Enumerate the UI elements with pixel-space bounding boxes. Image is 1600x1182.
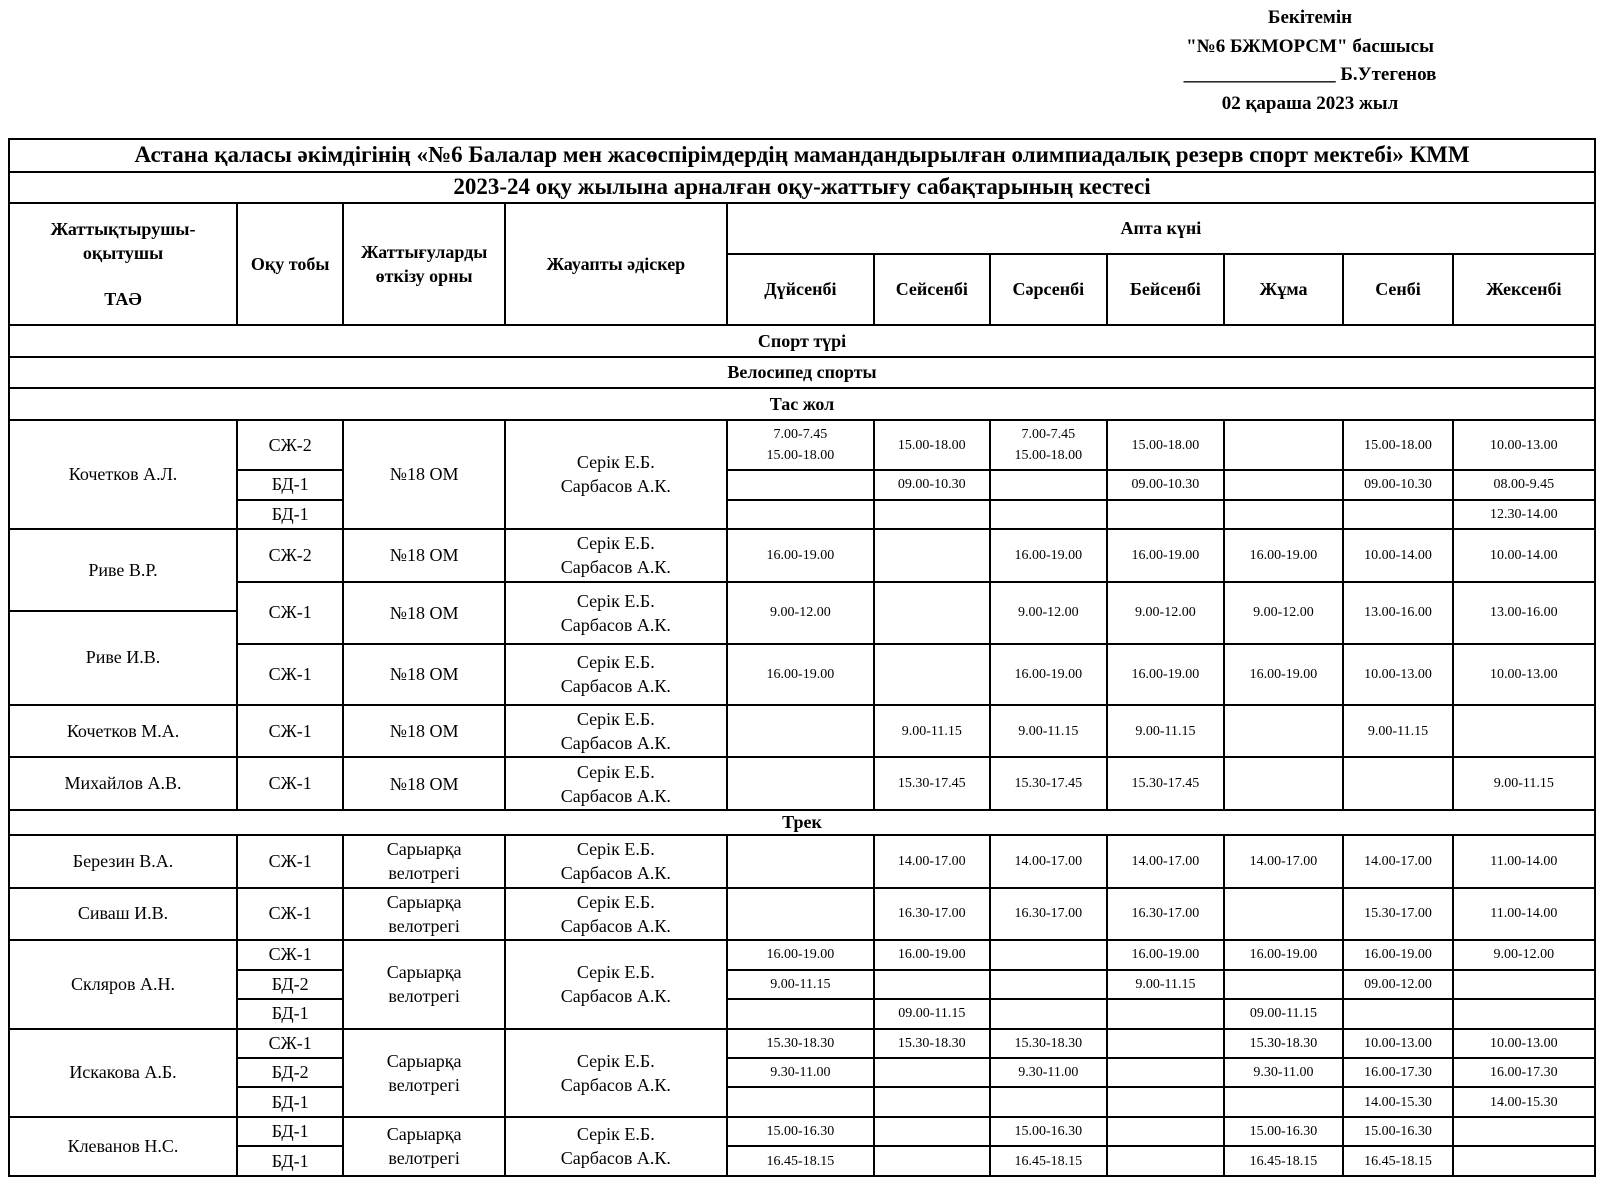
time-cell	[1224, 757, 1344, 810]
day-header: Жексенбі	[1453, 254, 1595, 326]
time-cell: 16.45-18.15	[727, 1146, 874, 1176]
group-cell: БД-1	[237, 1117, 343, 1146]
time-cell: 10.00-13.00	[1343, 644, 1452, 705]
section-sport-name: Велосипед спорты	[9, 357, 1595, 389]
header-coach	[9, 203, 237, 325]
time-cell: 16.45-18.15	[1224, 1146, 1344, 1176]
time-cell: 16.00-19.00	[1224, 940, 1344, 969]
time-cell	[1453, 1117, 1595, 1146]
group-cell: СЖ-1	[237, 888, 343, 941]
time-line: 15.00-18.00	[766, 448, 835, 463]
time-cell: 12.30-14.00	[1453, 500, 1595, 529]
time-cell: 14.00-15.30	[1343, 1087, 1452, 1116]
place-line1: Сарыарқа	[386, 1124, 462, 1145]
responsible-cell	[505, 420, 727, 529]
time-cell	[727, 470, 874, 499]
document-subtitle: 2023-24 оқу жылына арналған оқу-жаттығу сабақтарының кестесі	[9, 172, 1595, 204]
time-cell	[1224, 500, 1344, 529]
time-cell	[727, 500, 874, 529]
time-cell: 15.30-18.30	[990, 1029, 1108, 1058]
group-cell: БД-1	[237, 500, 343, 529]
time-cell: 10.00-13.00	[1453, 1029, 1595, 1058]
time-cell: 11.00-14.00	[1453, 835, 1595, 888]
time-cell: 16.00-19.00	[990, 529, 1108, 582]
responsible-line1: Серік Е.Б.	[576, 709, 655, 729]
responsible-cell	[505, 1117, 727, 1176]
responsible-line1: Серік Е.Б.	[576, 452, 655, 473]
place-cell: №18 ОМ	[343, 420, 505, 529]
time-cell	[1107, 1117, 1224, 1146]
day-header: Дүйсенбі	[727, 254, 874, 326]
responsible-cell	[505, 582, 727, 644]
time-cell: 15.30-17.45	[1107, 757, 1224, 810]
place-line2: велотрегі	[388, 863, 460, 884]
time-cell: 09.00-10.30	[874, 470, 990, 499]
time-cell: 9.00-12.00	[990, 582, 1108, 644]
time-cell: 15.00-18.00	[1343, 420, 1452, 470]
time-cell	[990, 420, 1108, 470]
coach-name: Кочетков А.Л.	[9, 420, 237, 529]
schedule-table	[8, 138, 1596, 1177]
time-cell: 9.00-12.00	[1107, 582, 1224, 644]
time-cell: 10.00-13.00	[1343, 1029, 1452, 1058]
section-track: Трек	[9, 810, 1595, 835]
day-header: Сенбі	[1343, 254, 1452, 326]
time-cell: 9.00-11.15	[1107, 970, 1224, 999]
time-cell: 15.30-17.45	[990, 757, 1108, 810]
time-cell: 16.30-17.00	[990, 888, 1108, 941]
time-cell	[1107, 500, 1224, 529]
responsible-line2: Сарбасов А.К.	[560, 863, 671, 884]
time-cell: 14.00-15.30	[1453, 1087, 1595, 1116]
time-cell	[990, 1087, 1108, 1116]
time-cell	[1224, 420, 1344, 470]
responsible-cell	[505, 644, 727, 705]
time-cell	[874, 644, 990, 705]
responsible-line2: Сарбасов А.К.	[560, 1074, 671, 1095]
time-cell: 09.00-10.30	[1107, 470, 1224, 499]
responsible-line1: Серік Е.Б.	[576, 590, 655, 611]
group-cell: СЖ-2	[237, 420, 343, 470]
responsible-cell	[505, 705, 727, 758]
time-cell: 16.00-19.00	[727, 940, 874, 969]
document-title: Астана қаласы әкімдігінің «№6 Балалар мен жасөспірімдердің мамандандырылған олимпиадалық резерв спорт мектебі» КММ	[9, 139, 1595, 172]
time-cell: 16.00-17.30	[1343, 1058, 1452, 1087]
place-line2: велотрегі	[388, 1148, 460, 1169]
time-cell: 09.00-11.15	[874, 999, 990, 1028]
coach-name: Михайлов А.В.	[9, 757, 237, 810]
time-cell	[874, 1058, 990, 1087]
place-cell: №18 ОМ	[343, 582, 505, 644]
time-cell: 9.00-12.00	[1453, 940, 1595, 969]
time-cell: 16.00-19.00	[1107, 529, 1224, 582]
responsible-line2: Сарбасов А.К.	[560, 476, 671, 497]
group-cell: БД-1	[237, 999, 343, 1028]
time-line: 15.00-18.00	[1014, 448, 1083, 463]
time-cell	[727, 999, 874, 1028]
responsible-line1: Серік Е.Б.	[576, 962, 655, 983]
time-cell	[1224, 705, 1344, 758]
time-cell	[1107, 1087, 1224, 1116]
time-cell: 16.45-18.15	[1343, 1146, 1452, 1176]
time-cell	[990, 940, 1108, 969]
time-cell: 9.00-11.15	[874, 705, 990, 758]
time-cell: 09.00-10.30	[1343, 470, 1452, 499]
time-cell	[874, 529, 990, 582]
time-cell: 08.00-9.45	[1453, 470, 1595, 499]
time-cell: 09.00-12.00	[1343, 970, 1452, 999]
time-cell: 16.00-19.00	[874, 940, 990, 969]
time-cell: 16.00-19.00	[1224, 644, 1344, 705]
time-cell: 16.30-17.00	[1107, 888, 1224, 941]
time-cell: 10.00-14.00	[1453, 529, 1595, 582]
header-place-line2: өткізу орны	[375, 266, 473, 287]
header-coach-line2: оқытушы	[82, 243, 164, 264]
place-line2: велотрегі	[388, 915, 460, 936]
responsible-line2: Сарбасов А.К.	[560, 785, 671, 806]
time-cell: 15.30-17.45	[874, 757, 990, 810]
responsible-line2: Сарбасов А.К.	[560, 676, 671, 697]
time-cell: 16.00-17.30	[1453, 1058, 1595, 1087]
place-cell	[343, 888, 505, 941]
place-line2: велотрегі	[388, 986, 460, 1007]
time-cell: 9.00-12.00	[727, 582, 874, 644]
group-cell: СЖ-1	[237, 940, 343, 969]
time-cell	[727, 1087, 874, 1116]
time-cell	[874, 1087, 990, 1116]
time-cell: 11.00-14.00	[1453, 888, 1595, 941]
place-line1: Сарыарқа	[386, 839, 462, 860]
place-cell: №18 ОМ	[343, 757, 505, 810]
time-cell: 15.00-16.30	[1343, 1117, 1452, 1146]
group-cell: СЖ-1	[237, 835, 343, 888]
time-cell: 14.00-17.00	[990, 835, 1108, 888]
time-cell: 09.00-11.15	[1224, 999, 1344, 1028]
time-cell: 9.30-11.00	[1224, 1058, 1344, 1087]
header-group: Оқу тобы	[237, 203, 343, 325]
time-cell: 9.00-12.00	[1224, 582, 1344, 644]
time-cell	[1343, 999, 1452, 1028]
group-cell: СЖ-1	[237, 705, 343, 758]
time-cell: 10.00-13.00	[1453, 644, 1595, 705]
time-cell: 15.30-18.30	[1224, 1029, 1344, 1058]
responsible-cell	[505, 757, 727, 810]
group-cell: БД-1	[237, 1146, 343, 1176]
day-header: Жұма	[1224, 254, 1344, 326]
approval-line-2: "№6 БЖМОРСМ" басшысы	[1186, 35, 1434, 57]
time-cell: 13.00-16.00	[1453, 582, 1595, 644]
time-cell: 15.00-18.00	[1107, 420, 1224, 470]
day-header: Сейсенбі	[874, 254, 990, 326]
time-cell	[1107, 1029, 1224, 1058]
place-cell	[343, 940, 505, 1028]
group-cell: СЖ-1	[237, 582, 343, 644]
coach-name: Кочетков М.А.	[9, 705, 237, 758]
place-line1: Сарыарқа	[386, 891, 462, 912]
time-cell: 10.00-13.00	[1453, 420, 1595, 470]
coach-name: Клеванов Н.С.	[9, 1117, 237, 1176]
time-line: 7.00-7.45	[773, 427, 828, 442]
time-cell: 14.00-17.00	[1343, 835, 1452, 888]
place-line1: Сарыарқа	[386, 1050, 462, 1071]
time-cell: 15.30-18.30	[874, 1029, 990, 1058]
time-cell: 15.00-16.30	[1224, 1117, 1344, 1146]
time-cell: 15.30-18.30	[727, 1029, 874, 1058]
place-line2: велотрегі	[388, 1074, 460, 1095]
group-cell: БД-1	[237, 470, 343, 499]
time-cell: 16.00-19.00	[1343, 940, 1452, 969]
time-cell: 15.00-18.00	[874, 420, 990, 470]
time-cell	[1453, 999, 1595, 1028]
header-place	[343, 203, 505, 325]
group-cell: СЖ-1	[237, 644, 343, 705]
coach-name: Риве В.Р.	[9, 529, 237, 611]
section-sport-type: Спорт түрі	[9, 325, 1595, 357]
responsible-cell	[505, 835, 727, 888]
time-cell: 9.30-11.00	[990, 1058, 1108, 1087]
day-header: Бейсенбі	[1107, 254, 1224, 326]
time-cell: 9.00-11.15	[990, 705, 1108, 758]
time-cell: 9.00-11.15	[1107, 705, 1224, 758]
header-place-line1: Жаттығуларды	[360, 242, 488, 263]
time-cell	[1224, 970, 1344, 999]
time-cell: 15.00-16.30	[727, 1117, 874, 1146]
responsible-line1: Серік Е.Б.	[576, 533, 655, 554]
time-cell: 16.00-19.00	[1107, 940, 1224, 969]
responsible-cell	[505, 940, 727, 1028]
group-cell: СЖ-1	[237, 1029, 343, 1058]
time-cell	[874, 1146, 990, 1176]
time-cell	[1453, 705, 1595, 758]
time-cell	[1107, 1058, 1224, 1087]
header-coach-line1: Жаттықтырушы-	[50, 219, 196, 240]
coach-name: Искакова А.Б.	[9, 1029, 237, 1117]
time-cell	[874, 1117, 990, 1146]
time-cell	[990, 970, 1108, 999]
responsible-cell	[505, 1029, 727, 1117]
time-cell: 14.00-17.00	[874, 835, 990, 888]
group-cell: СЖ-2	[237, 529, 343, 582]
time-cell	[727, 705, 874, 758]
time-cell	[990, 470, 1108, 499]
time-cell	[1453, 970, 1595, 999]
time-cell: 16.00-19.00	[727, 529, 874, 582]
responsible-line2: Сарбасов А.К.	[560, 915, 671, 936]
header-responsible: Жауапты әдіскер	[505, 203, 727, 325]
responsible-cell	[505, 529, 727, 582]
time-cell: 9.00-11.15	[1343, 705, 1452, 758]
day-header: Сәрсенбі	[990, 254, 1108, 326]
time-cell: 15.30-17.00	[1343, 888, 1452, 941]
time-cell: 14.00-17.00	[1107, 835, 1224, 888]
time-cell	[874, 582, 990, 644]
place-line1: Сарыарқа	[386, 962, 462, 983]
time-cell: 16.00-19.00	[727, 644, 874, 705]
time-cell: 9.00-11.15	[1453, 757, 1595, 810]
time-cell	[1343, 500, 1452, 529]
responsible-line1: Серік Е.Б.	[576, 1050, 655, 1071]
place-cell: №18 ОМ	[343, 705, 505, 758]
time-cell	[874, 500, 990, 529]
responsible-line2: Сарбасов А.К.	[560, 1148, 671, 1169]
section-road: Тас жол	[9, 388, 1595, 420]
time-cell	[1107, 1146, 1224, 1176]
place-cell	[343, 835, 505, 888]
time-cell: 9.30-11.00	[727, 1058, 874, 1087]
group-cell: СЖ-1	[237, 757, 343, 810]
responsible-line2: Сарбасов А.К.	[560, 986, 671, 1007]
time-cell: 16.00-19.00	[990, 644, 1108, 705]
responsible-line1: Серік Е.Б.	[576, 1124, 655, 1145]
time-cell	[1224, 1087, 1344, 1116]
time-cell: 16.00-19.00	[1107, 644, 1224, 705]
time-cell: 9.00-11.15	[727, 970, 874, 999]
time-cell	[874, 970, 990, 999]
time-cell: 13.00-16.00	[1343, 582, 1452, 644]
time-cell	[990, 999, 1108, 1028]
time-cell	[990, 500, 1108, 529]
time-cell	[1224, 888, 1344, 941]
place-cell: №18 ОМ	[343, 644, 505, 705]
header-weekday: Апта күні	[727, 203, 1595, 253]
responsible-line1: Серік Е.Б.	[576, 652, 655, 673]
time-cell: 16.00-19.00	[1224, 529, 1344, 582]
coach-name: Сиваш И.В.	[9, 888, 237, 941]
time-cell	[727, 757, 874, 810]
coach-name: Скляров А.Н.	[9, 940, 237, 1028]
coach-name: Риве И.В.	[9, 611, 237, 705]
responsible-line1: Серік Е.Б.	[576, 891, 655, 912]
time-cell: 14.00-17.00	[1224, 835, 1344, 888]
place-cell	[343, 1029, 505, 1117]
time-cell: 15.00-16.30	[990, 1117, 1108, 1146]
group-cell: БД-2	[237, 970, 343, 999]
time-cell: 10.00-14.00	[1343, 529, 1452, 582]
group-cell: БД-1	[237, 1087, 343, 1116]
place-cell	[343, 1117, 505, 1176]
time-cell: 16.45-18.15	[990, 1146, 1108, 1176]
responsible-line2: Сарбасов А.К.	[560, 557, 671, 578]
header-coach-line3: ТАӘ	[104, 289, 142, 310]
place-cell: №18 ОМ	[343, 529, 505, 582]
time-cell	[1224, 470, 1344, 499]
time-cell	[727, 835, 874, 888]
approval-date: 02 қараша 2023 жыл	[1221, 92, 1399, 114]
time-cell	[1453, 1146, 1595, 1176]
approval-block	[1080, 4, 1540, 118]
approval-line-1: Бекітемін	[1267, 7, 1353, 28]
time-cell	[727, 888, 874, 941]
responsible-cell	[505, 888, 727, 941]
time-cell	[727, 420, 874, 470]
responsible-line2: Сарбасов А.К.	[560, 733, 671, 753]
group-cell: БД-2	[237, 1058, 343, 1087]
time-line: 7.00-7.45	[1021, 427, 1076, 442]
time-cell	[1107, 999, 1224, 1028]
time-cell: 16.30-17.00	[874, 888, 990, 941]
responsible-line1: Серік Е.Б.	[576, 761, 655, 782]
approval-signature-line: ________________ Б.Утегенов	[1183, 64, 1437, 85]
responsible-line1: Серік Е.Б.	[576, 839, 655, 860]
time-cell	[1343, 757, 1452, 810]
coach-name: Березин В.А.	[9, 835, 237, 888]
responsible-line2: Сарбасов А.К.	[560, 614, 671, 635]
